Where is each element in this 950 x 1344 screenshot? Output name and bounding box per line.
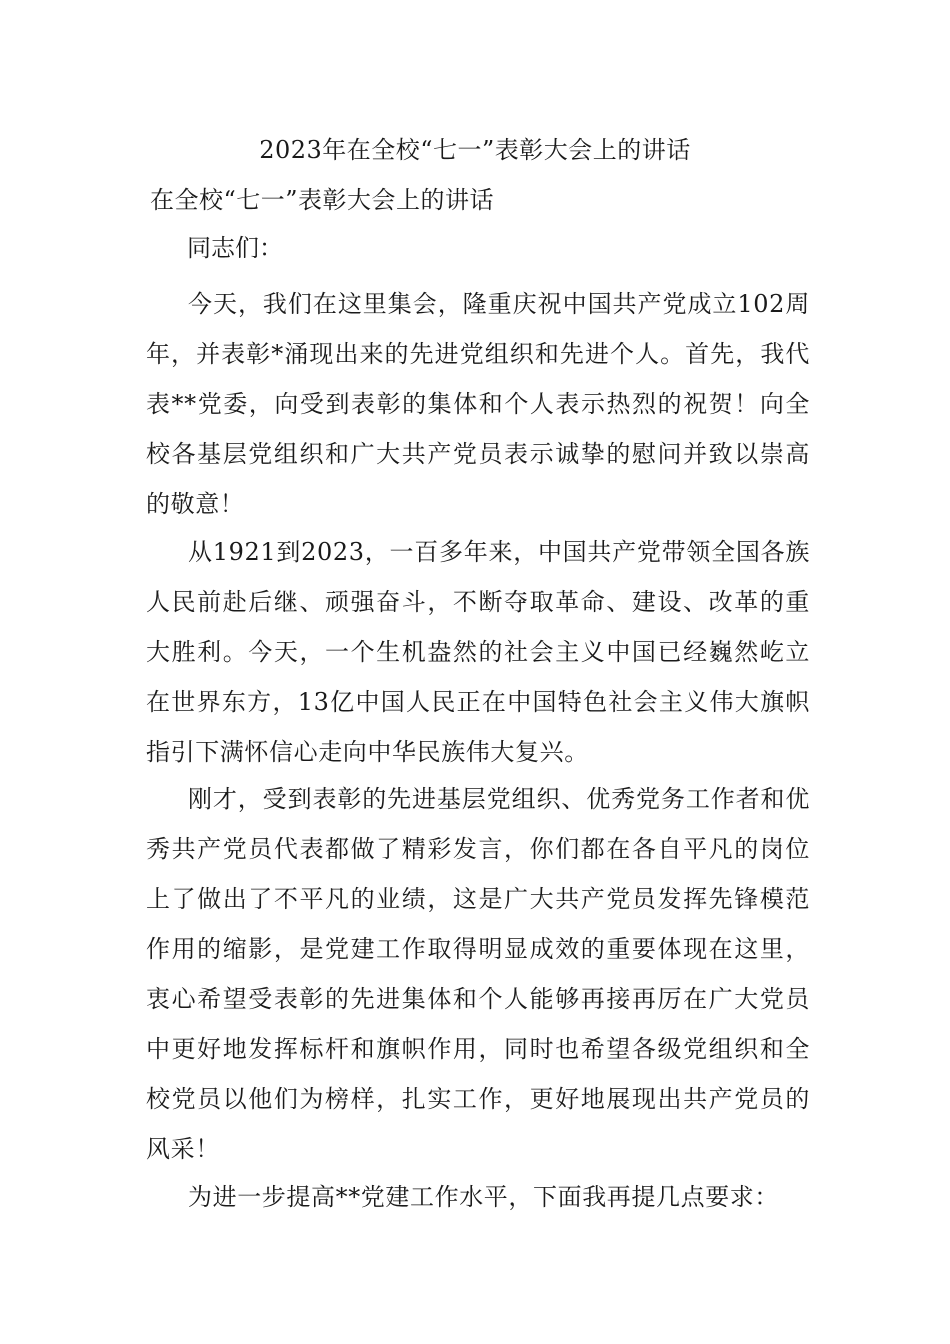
document-title: 2023年在全校“七一”表彰大会上的讲话 <box>259 136 691 164</box>
paragraph-commendation: 刚才，受到表彰的先进基层党组织、优秀党务工作者和优秀共产党员代表都做了精彩发言，你们都在各自平凡的岗位上了做出了不平凡的业绩，这是广大共产党员发挥先锋模范作用的缩影，是党建工作取得明显成效的重要体现在这里，衷心希望受表彰的先进集体和个人能够再接再厉在广大党员中更好地发挥标杆和旗帜作用，同时也希望各级党组织和全校党员以他们为榜样，扎实工作，更好地展现出共产党员的风采！ <box>146 785 810 1163</box>
paragraph-history: 从1921到2023，一百多年来，中国共产党带领全国各族人民前赴后继、顽强奋斗，不断夺取革命、建设、改革的重大胜利。今天，一个生机盎然的社会主义中国已经巍然屹立在世界东方，13亿中国人民正在中国特色社会主义伟大旗帜指引下满怀信心走向中华民族伟大复兴。 <box>146 538 810 766</box>
paragraph-opening: 今天，我们在这里集会，隆重庆祝中国共产党成立102周年，并表彰*涌现出来的先进党组织和先进个人。首先，我代表**党委，向受到表彰的集体和个人表示热烈的祝贺！向全校各基层党组织和广大共产党员表示诚挚的慰问并致以崇高的敬意！ <box>146 290 810 518</box>
paragraph-requirements: 为进一步提高**党建工作水平，下面我再提几点要求： <box>188 1183 779 1211</box>
document-subtitle: 在全校“七一”表彰大会上的讲话 <box>150 186 495 214</box>
salutation: 同志们： <box>187 234 283 262</box>
